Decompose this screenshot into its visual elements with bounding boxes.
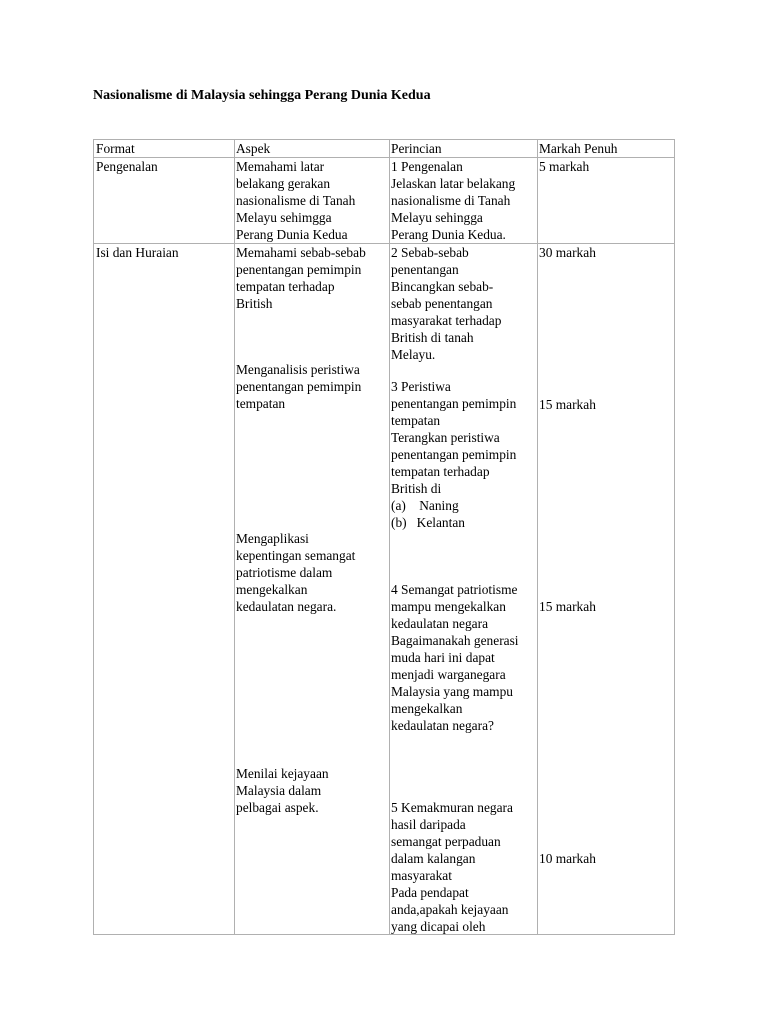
text-line: Perang Dunia Kedua. (391, 227, 506, 242)
text-line: penentangan pemimpin (391, 396, 517, 411)
text-line: Melayu sehimgga (236, 210, 332, 225)
text-line: kepentingan semangat (236, 548, 356, 563)
text-line: British (236, 296, 273, 311)
text-line: Menilai kejayaan (236, 766, 329, 781)
text-line: anda,apakah kejayaan (391, 902, 509, 917)
table-rule (537, 140, 538, 934)
header-markah: Markah Penuh (539, 141, 618, 156)
text-line: Melayu sehingga (391, 210, 483, 225)
text-line: patriotisme dalam (236, 565, 333, 580)
row2-aspek-4 (236, 765, 329, 816)
text-line: 4 Semangat patriotisme (391, 582, 518, 597)
text-line: hasil daripada (391, 817, 466, 832)
text-line: Perang Dunia Kedua (236, 227, 348, 242)
text-line: British di tanah (391, 330, 474, 345)
row2-aspek-1 (236, 244, 366, 312)
text-line: Terangkan peristiwa (391, 430, 500, 445)
rubric-table (93, 139, 675, 935)
text-line: 5 Kemakmuran negara (391, 800, 513, 815)
text-line: dalam kalangan (391, 851, 476, 866)
text-line: Malaysia dalam (236, 783, 322, 798)
text-line: 1 Pengenalan (391, 159, 463, 174)
text-line: Mengaplikasi (236, 531, 309, 546)
row2-markah-2: 15 markah (539, 397, 596, 412)
text-line: kedaulatan negara? (391, 718, 494, 733)
document-title: Nasionalisme di Malaysia sehingga Perang Dunia Kedua (93, 88, 431, 103)
table-rule (389, 140, 390, 934)
text-line: mampu mengekalkan (391, 599, 506, 614)
text-line: tempatan terhadap (236, 279, 335, 294)
text-line: 2 Sebab-sebab (391, 245, 469, 260)
row2-aspek-3 (236, 530, 355, 615)
row1-aspek (236, 158, 355, 243)
text-line: Melayu. (391, 347, 436, 362)
text-line: mengekalkan (391, 701, 463, 716)
row2-markah-3: 15 markah (539, 599, 596, 614)
text-line: penentangan (391, 262, 459, 277)
text-line: menjadi warganegara (391, 667, 506, 682)
row2-perincian-1 (391, 244, 501, 363)
text-line: muda hari ini dapat (391, 650, 495, 665)
table-rule (234, 140, 235, 934)
text-line: kedaulatan negara (391, 616, 489, 631)
row2-perincian-3 (391, 581, 519, 734)
text-line: tempatan (391, 413, 441, 428)
text-line: pelbagai aspek. (236, 800, 319, 815)
row2-perincian-4 (391, 799, 513, 935)
text-line: Malaysia yang mampu (391, 684, 513, 699)
text-line: masyarakat terhadap (391, 313, 502, 328)
row2-format: Isi dan Huraian (96, 245, 179, 260)
row2-perincian-2 (391, 378, 516, 531)
text-line: mengekalkan (236, 582, 308, 597)
text-line: (a) Naning (391, 498, 459, 513)
text-line: penentangan pemimpin (236, 379, 362, 394)
text-line: tempatan (236, 396, 286, 411)
text-line: belakang gerakan (236, 176, 331, 191)
text-line: (b) Kelantan (391, 515, 465, 530)
text-line: masyarakat (391, 868, 452, 883)
text-line: sebab penentangan (391, 296, 493, 311)
text-line: nasionalisme di Tanah (391, 193, 511, 208)
header-aspek: Aspek (236, 141, 271, 156)
text-line: nasionalisme di Tanah (236, 193, 356, 208)
row1-markah: 5 markah (539, 159, 590, 174)
row2-markah-1: 30 markah (539, 245, 596, 260)
text-line: penentangan pemimpin (236, 262, 362, 277)
text-line: Menganalisis peristiwa (236, 362, 360, 377)
text-line: semangat perpaduan (391, 834, 501, 849)
text-line: Bincangkan sebab- (391, 279, 494, 294)
text-line: 3 Peristiwa (391, 379, 451, 394)
text-line: Jelaskan latar belakang (391, 176, 516, 191)
header-perincian: Perincian (391, 141, 442, 156)
row2-markah-4: 10 markah (539, 851, 596, 866)
text-line: Pada pendapat (391, 885, 469, 900)
row1-format: Pengenalan (96, 159, 158, 174)
text-line: tempatan terhadap (391, 464, 490, 479)
text-line: kedaulatan negara. (236, 599, 337, 614)
row1-perincian (391, 158, 515, 243)
row2-aspek-2 (236, 361, 361, 412)
text-line: penentangan pemimpin (391, 447, 517, 462)
text-line: Memahami sebab-sebab (236, 245, 366, 260)
header-format: Format (96, 141, 135, 156)
text-line: yang dicapai oleh (391, 919, 486, 934)
text-line: Bagaimanakah generasi (391, 633, 519, 648)
text-line: British di (391, 481, 442, 496)
text-line: Memahami latar (236, 159, 325, 174)
